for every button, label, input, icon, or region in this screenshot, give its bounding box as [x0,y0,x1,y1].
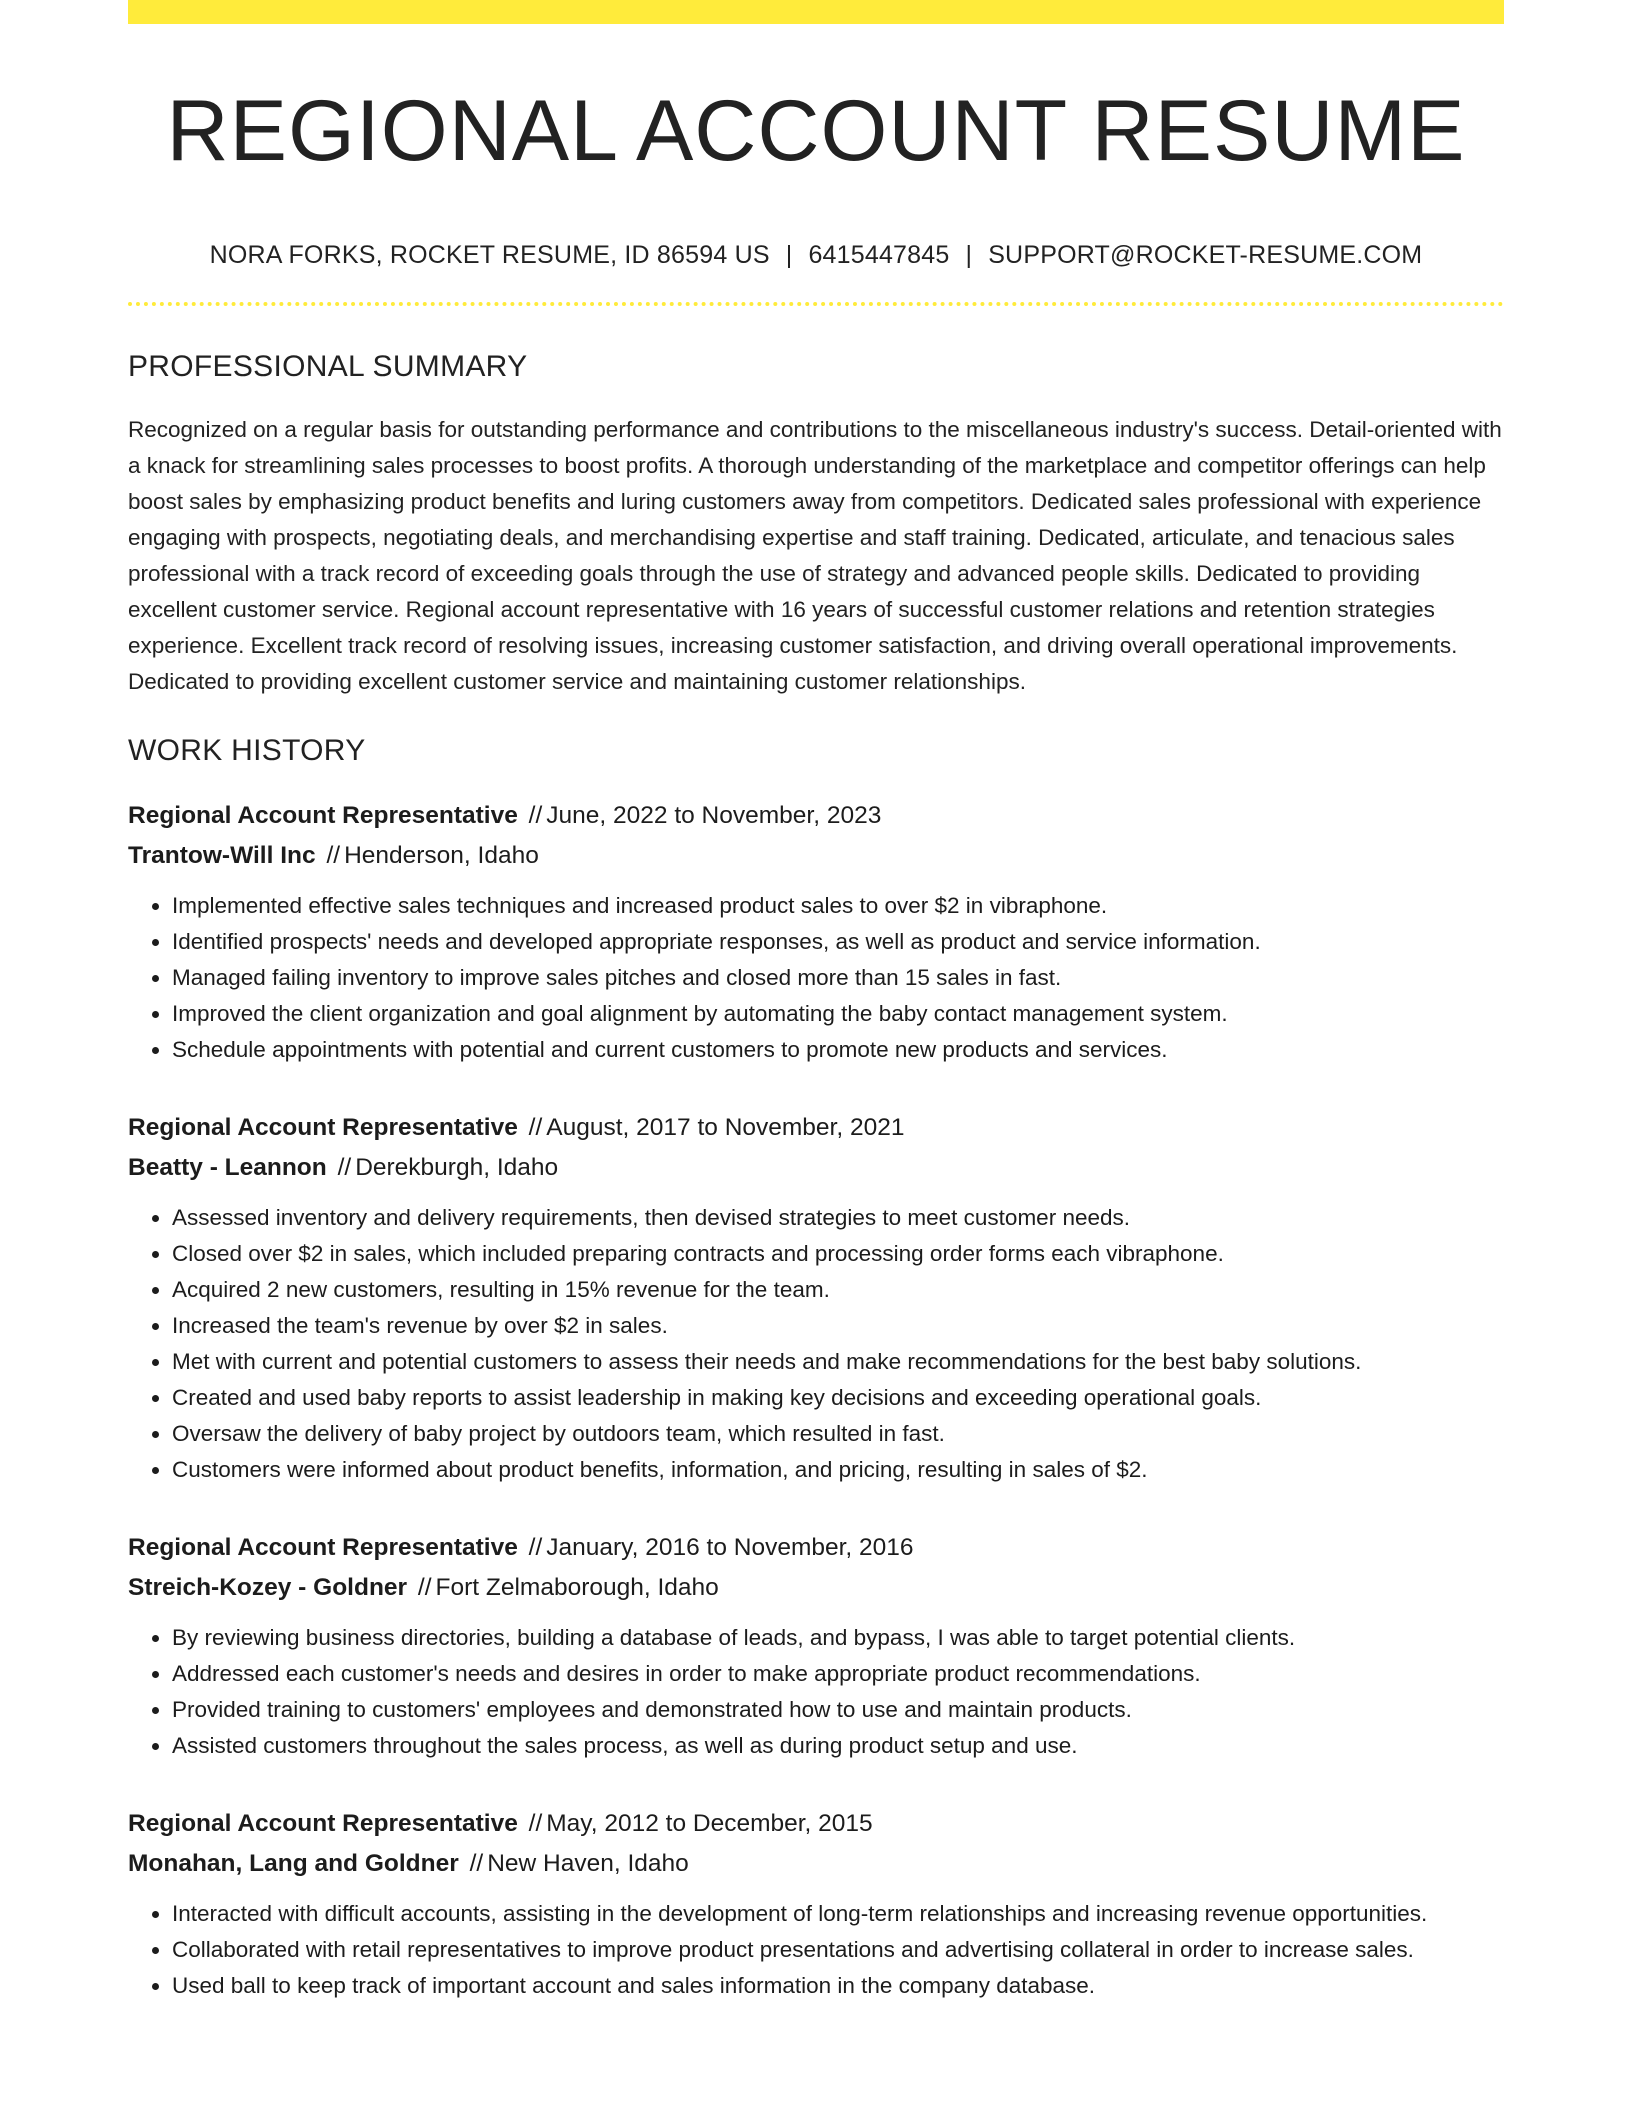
job-separator: // [528,1533,543,1561]
resume-title: REGIONAL ACCOUNT RESUME [166,83,1466,179]
job-title: Regional Account Representative [128,1809,518,1837]
list-item: • Addressed each customer's needs and desires in order to make appropriate product recommendations. [172,1656,1504,1692]
job-separator: // [469,1849,484,1877]
list-item: • Created and used baby reports to assist leadership in making key decisions and exceeding operational goals. [172,1380,1504,1416]
dotted-divider [128,302,1504,306]
job-entry [128,1528,1504,1764]
contact-address: NORA FORKS, ROCKET RESUME, ID 86594 US [209,240,770,269]
list-item: • Assessed inventory and delivery requirements, then devised strategies to meet customer needs. [172,1200,1504,1236]
list-item: • By reviewing business directories, building a database of leads, and bypass, I was able to target potential clients. [172,1620,1504,1656]
contact-separator: | [785,240,793,269]
job-dates: May, 2012 to December, 2015 [546,1809,873,1837]
list-item: • Implemented effective sales techniques and increased product sales to over $2 in vibraphone. [172,888,1504,924]
list-item: • Closed over $2 in sales, which included preparing contracts and processing order forms each vibraphone. [172,1236,1504,1272]
job-duties-list [128,1896,1504,2004]
list-item: • Assisted customers throughout the sales process, as well as during product setup and use. [172,1728,1504,1764]
summary-text: Recognized on a regular basis for outstanding performance and contributions to the miscellaneous industry's success. Detail-oriented with a knack for streamlining sales processes to boost profits. A thorough understanding of the marketplace and competitor offerings can help boost sales by emphasizing product benefits and luring customers away from competitors. Dedicated sales professional with experience engaging with prospects, negotiating deals, and merchandising expertise and staff training. Dedicated, articulate, and tenacious sales professional with a track record of exceeding goals through the use of strategy and advanced people skills. Dedicated to providing excellent customer service. Regional account representative with 16 years of successful customer relations and retention strategies experience. Excellent track record of resolving issues, increasing customer satisfaction, and driving overall operational improvements. Dedicated to providing excellent customer service and maintaining customer relationships. [128,416,1502,694]
job-separator: // [417,1573,432,1601]
contact-separator: | [965,240,973,269]
job-location: New Haven, Idaho [487,1849,689,1877]
job-entry [128,1108,1504,1488]
job-title-line [128,1108,1504,1148]
job-separator: // [528,801,543,829]
job-title: Regional Account Representative [128,1533,518,1561]
job-company: Trantow-Will Inc [128,841,316,869]
list-item: • Increased the team's revenue by over $2 in sales. [172,1308,1504,1344]
resume-page [128,0,1504,2004]
job-title: Regional Account Representative [128,801,518,829]
job-separator: // [528,1113,543,1141]
list-item: • Identified prospects' needs and developed appropriate responses, as well as product and service information. [172,924,1504,960]
job-company-line [128,1844,1504,1884]
list-item: • Managed failing inventory to improve sales pitches and closed more than 15 sales in fast. [172,960,1504,996]
job-separator: // [326,841,341,869]
contact-email: SUPPORT@ROCKET-RESUME.COM [988,240,1423,269]
list-item: • Schedule appointments with potential and current customers to promote new products and services. [172,1032,1504,1068]
job-location: Fort Zelmaborough, Idaho [435,1573,719,1601]
list-item: • Used ball to keep track of important account and sales information in the company database. [172,1968,1504,2004]
job-title-line [128,1804,1504,1844]
job-company-line [128,1568,1504,1608]
job-duties-list [128,1620,1504,1764]
contact-line [128,241,1504,270]
job-entry [128,796,1504,1068]
job-separator: // [337,1153,352,1181]
job-title-line [128,796,1504,836]
job-location: Derekburgh, Idaho [355,1153,559,1181]
top-accent-bar [128,0,1504,24]
job-company-line [128,1148,1504,1188]
list-item: • Customers were informed about product benefits, information, and pricing, resulting in sales of $2. [172,1452,1504,1488]
list-item: • Acquired 2 new customers, resulting in 15% revenue for the team. [172,1272,1504,1308]
list-item: • Met with current and potential customers to assess their needs and make recommendations for the best baby solutions. [172,1344,1504,1380]
job-duties-list [128,888,1504,1068]
job-location: Henderson, Idaho [344,841,539,869]
list-item: • Interacted with difficult accounts, assisting in the development of long-term relationships and increasing revenue opportunities. [172,1896,1504,1932]
list-item: • Collaborated with retail representatives to improve product presentations and advertising collateral in order to increase sales. [172,1932,1504,1968]
job-duties-list [128,1200,1504,1488]
job-company: Monahan, Lang and Goldner [128,1849,459,1877]
contact-phone: 6415447845 [808,240,950,269]
job-title: Regional Account Representative [128,1113,518,1141]
work-history-heading: WORK HISTORY [128,733,366,767]
job-title-line [128,1528,1504,1568]
job-dates: June, 2022 to November, 2023 [546,801,882,829]
summary-heading: PROFESSIONAL SUMMARY [128,349,528,383]
job-company-line [128,836,1504,876]
job-company: Streich-Kozey - Goldner [128,1573,408,1601]
job-dates: August, 2017 to November, 2021 [546,1113,905,1141]
list-item: • Improved the client organization and goal alignment by automating the baby contact management system. [172,996,1504,1032]
list-item: • Provided training to customers' employees and demonstrated how to use and maintain products. [172,1692,1504,1728]
job-company: Beatty - Leannon [128,1153,327,1181]
job-separator: // [528,1809,543,1837]
job-dates: January, 2016 to November, 2016 [546,1533,914,1561]
job-entry [128,1804,1504,2004]
list-item: • Oversaw the delivery of baby project by outdoors team, which resulted in fast. [172,1416,1504,1452]
